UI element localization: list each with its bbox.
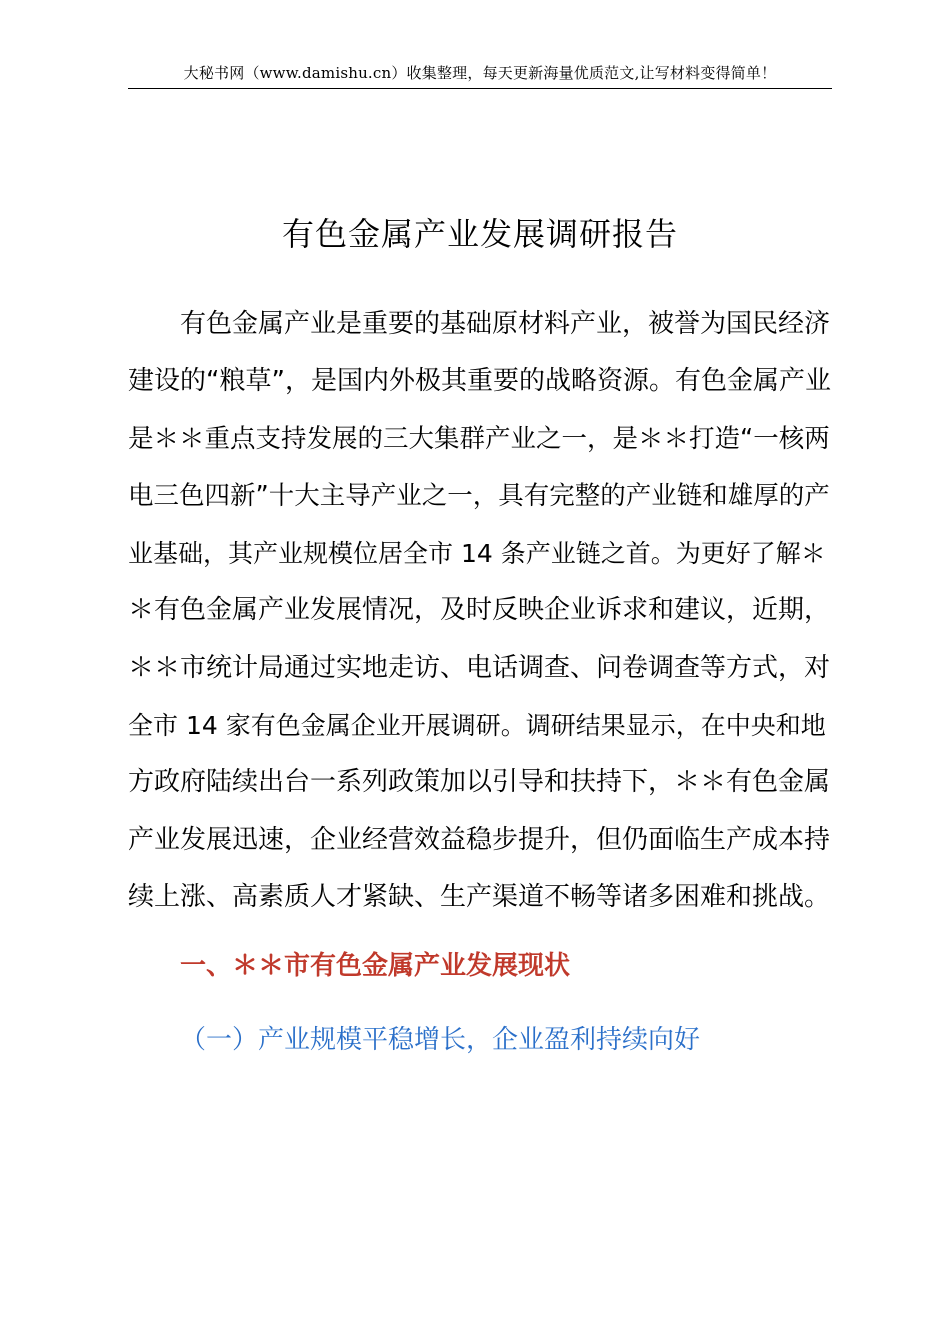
paragraph-line: 全市 14 家有色金属企业开展调研。调研结果显示，在中央和地 bbox=[128, 711, 826, 741]
header-text: 大秘书网（www.damishu.cn）收集整理，每天更新海量优质范文,让写材料变得简单！ bbox=[183, 64, 777, 82]
section-heading: 一、＊＊市有色金属产业发展现状 bbox=[180, 951, 571, 981]
paragraph-line: 电三色四新”十大主导产业之一，具有完整的产业链和雄厚的产 bbox=[128, 480, 830, 511]
body-paragraph bbox=[128, 296, 832, 926]
paragraph-line: 续上涨、高素质人才紧缺、生产渠道不畅等诸多困难和挑战。 bbox=[128, 881, 831, 912]
paragraph-line: ＊有色金属产业发展情况，及时反映企业诉求和建议，近期， bbox=[128, 595, 831, 626]
paragraph-line: 建设的“粮草”，是国内外极其重要的战略资源。有色金属产业 bbox=[128, 366, 831, 397]
document-title: 有色金属产业发展调研报告 bbox=[281, 215, 678, 253]
paragraph-line: 产业发展迅速，企业经营效益稳步提升，但仍面临生产成本持 bbox=[128, 824, 831, 855]
page-header bbox=[128, 62, 832, 89]
paragraph-line: 方政府陆续出台一系列政策加以引导和扶持下，＊＊有色金属 bbox=[128, 767, 831, 798]
subsection-heading: （一）产业规模平稳增长，企业盈利持续向好 bbox=[180, 1025, 701, 1055]
paragraph-line: 业基础，其产业规模位居全市 14 条产业链之首。为更好了解＊ bbox=[128, 539, 826, 569]
paragraph-line: 有色金属产业是重要的基础原材料产业，被誉为国民经济 bbox=[180, 309, 831, 339]
paragraph-line: ＊＊市统计局通过实地走访、电话调查、问卷调查等方式，对 bbox=[128, 652, 831, 683]
paragraph-line: 是＊＊重点支持发展的三大集群产业之一，是＊＊打造“一核两 bbox=[128, 423, 830, 454]
